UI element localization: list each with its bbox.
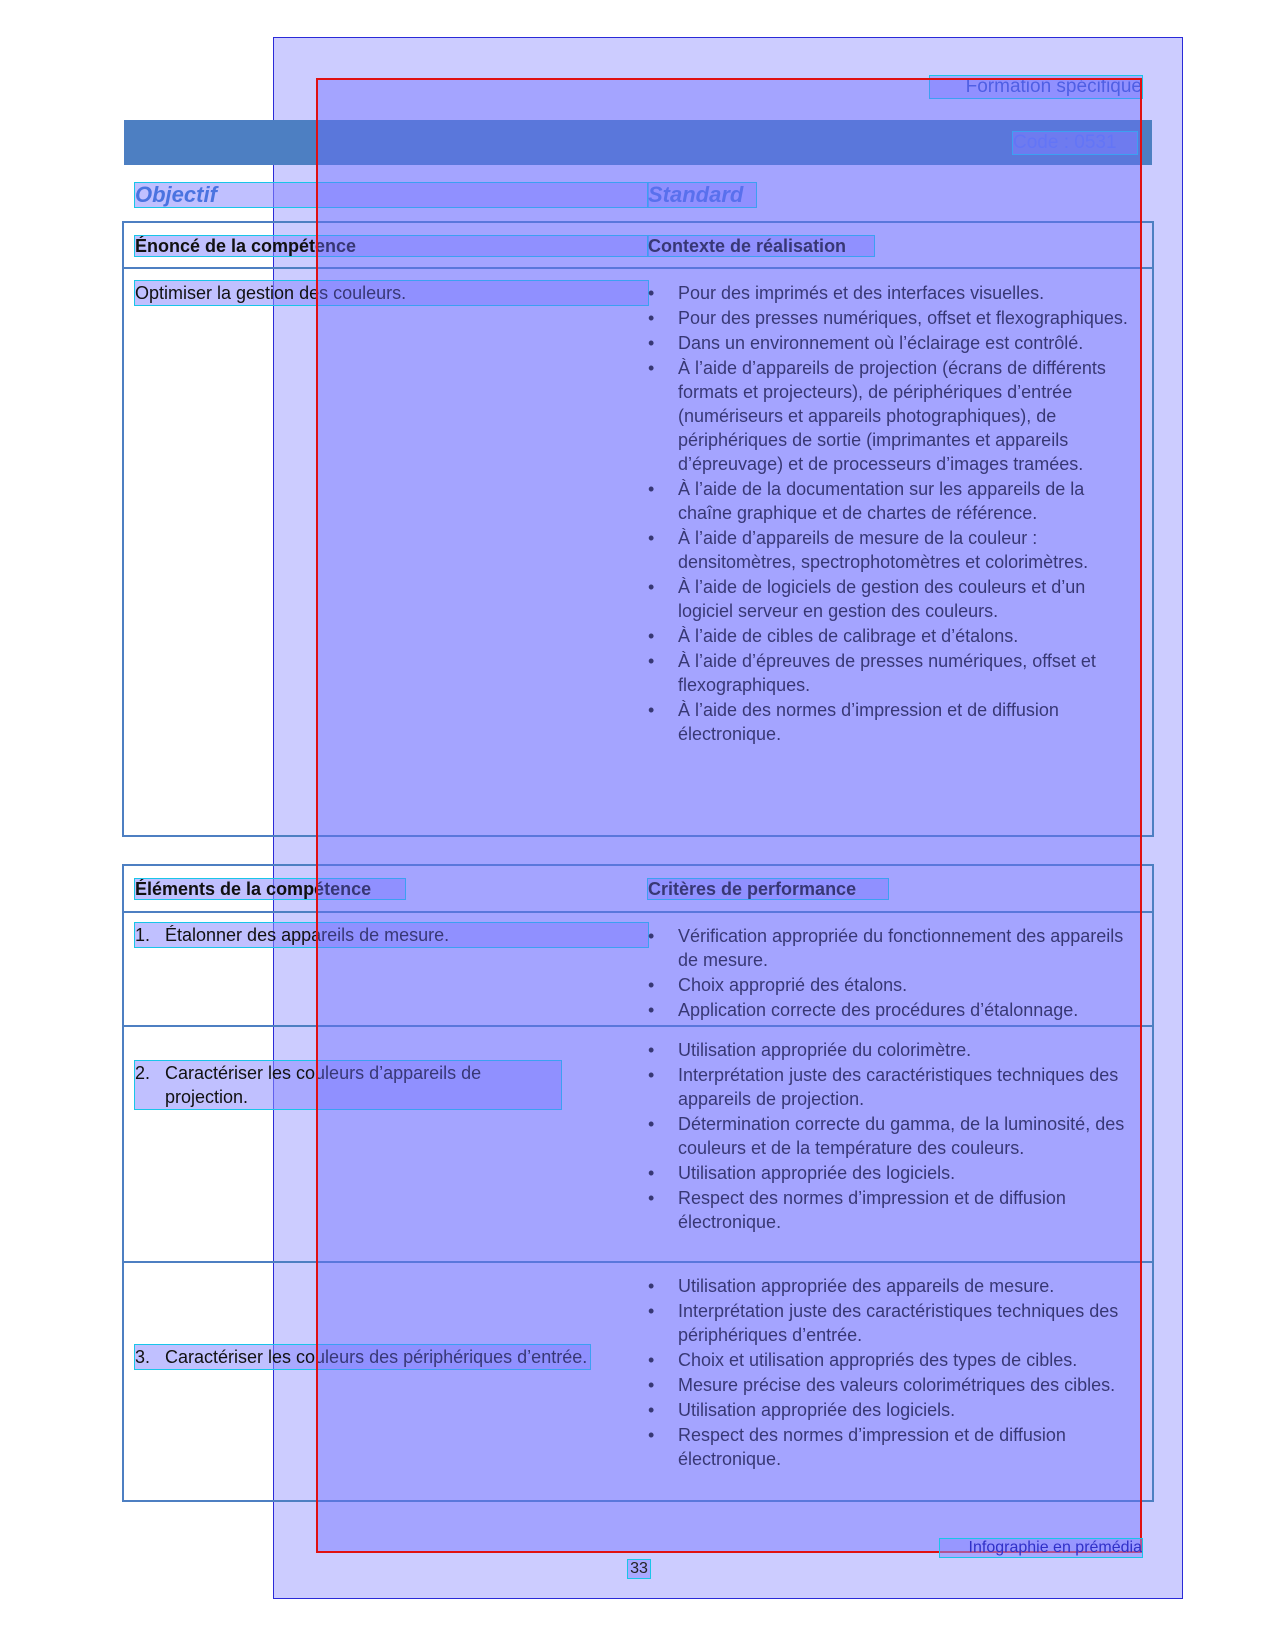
list-item: • À l’aide de la documentation sur les appareils de la chaîne graphique et de chartes de référence. (648, 477, 1140, 525)
list-item: • Application correcte des procédures d’étalonnage. (648, 998, 1140, 1022)
list-item: • Utilisation appropriée des appareils de mesure. (648, 1274, 1140, 1298)
list-item: • À l’aide d’épreuves de presses numériques, offset et flexographiques. (648, 649, 1140, 697)
standard-label: Standard (648, 183, 756, 207)
list-item: • Interprétation juste des caractéristiques techniques des appareils de projection. (648, 1063, 1140, 1111)
element-text: Caractériser les couleurs d’appareils de projection. (165, 1063, 482, 1107)
list-item: • À l’aide d’appareils de projection (écrans de différents formats et projecteurs), de périphériques d’entrée (numériseurs et appareils photographiques), de périphériques de sortie (imprimantes et appareils d’épreuvage) et de processeurs d’images tramées. (648, 356, 1140, 476)
list-item: • Dans un environnement où l’éclairage est contrôlé. (648, 331, 1140, 355)
list-item: • Choix approprié des étalons. (648, 973, 1140, 997)
list-item: • À l’aide d’appareils de mesure de la couleur : densitomètres, spectrophotomètres et colorimètres. (648, 526, 1140, 574)
elements-header: Éléments de la compétence (135, 879, 405, 899)
list-item: • Pour des presses numériques, offset et flexographiques. (648, 306, 1140, 330)
element-number: 3. (135, 1347, 151, 1367)
list-item: • Utilisation appropriée des logiciels. (648, 1161, 1140, 1185)
list-item: • À l’aide des normes d’impression et de diffusion électronique. (648, 698, 1140, 746)
list-item: • À l’aide de logiciels de gestion des couleurs et d’un logiciel serveur en gestion des couleurs. (648, 575, 1140, 623)
list-item: • Respect des normes d’impression et de diffusion électronique. (648, 1186, 1140, 1234)
inner-overlay-box (316, 78, 1142, 1553)
element-number: 2. (135, 1063, 151, 1083)
element-text: Étalonner des appareils de mesure. (165, 925, 450, 945)
criteria-header: Critères de performance (648, 879, 888, 899)
list-item: • Détermination correcte du gamma, de la luminosité, des couleurs et de la température des couleurs. (648, 1112, 1140, 1160)
course-code: Code : 0531 (1013, 132, 1137, 154)
context-header: Contexte de réalisation (648, 236, 874, 256)
list-item: • Utilisation appropriée du colorimètre. (648, 1038, 1140, 1062)
list-item: • Utilisation appropriée des logiciels. (648, 1398, 1140, 1422)
element-text: Caractériser les couleurs des périphériques d’entrée. (165, 1347, 588, 1367)
list-item: • Vérification appropriée du fonctionnement des appareils de mesure. (648, 924, 1140, 972)
objectif-label: Objectif (135, 183, 648, 207)
statement-header: Énoncé de la compétence (135, 236, 648, 256)
competence-statement: Optimiser la gestion des couleurs. (135, 281, 648, 305)
list-item: • Respect des normes d’impression et de diffusion électronique. (648, 1423, 1140, 1471)
page-number: 33 (628, 1560, 650, 1578)
list-item: • Interprétation juste des caractéristiques techniques des périphériques d’entrée. (648, 1299, 1140, 1347)
list-item: • Mesure précise des valeurs colorimétriques des cibles. (648, 1373, 1140, 1397)
list-item: • Choix et utilisation appropriés des types de cibles. (648, 1348, 1140, 1372)
section-title: Formation spécifique (930, 76, 1142, 98)
list-item: • Pour des imprimés et des interfaces visuelles. (648, 281, 1140, 305)
element-number: 1. (135, 925, 151, 945)
footer-title: Infographie en prémédia (940, 1539, 1142, 1557)
list-item: • À l’aide de cibles de calibrage et d’étalons. (648, 624, 1140, 648)
